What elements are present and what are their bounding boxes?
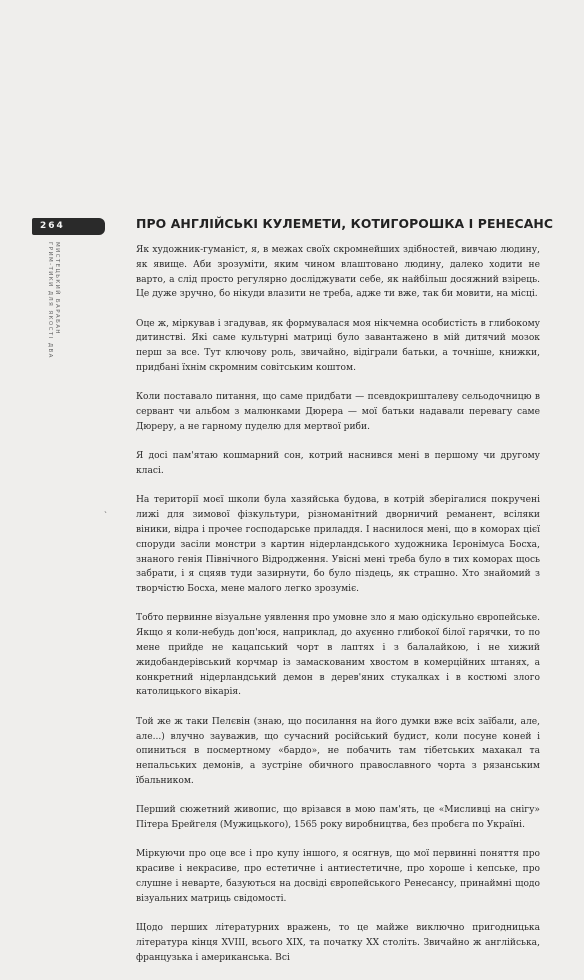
paragraph: Я досі пам'ятаю кошмарний сон, котрий наснився мені в першому чи другому класі. — [136, 451, 540, 477]
paragraph: На території моєї школи була хазяйська будова, в котрій зберігалися покручені лижі для зимової фізкультури, різноманітний дворничий реманент, всіляки віники, відра і прочее господарське приладдя. І наснилося мені, що в коморах цієї споруди засіли монстри з картин нідерландського художника Ієронімуса Босха, знаного генія Північного Відродження. Увісні мені треба було в тих коморах щось забрати, і я сцяяв туди зазирнути, бо було піздець, як страшно. Хто знайомий з творчістю Босха, мене малого легко зрозуміє. — [136, 495, 540, 595]
paragraph: Перший сюжетний живопис, що врізався в мою пам'ять, це «Мисливці на снігу» Пітера Брейгеля (Мужицького), 1565 року виробництва, без пробєга по Україні. — [136, 805, 540, 830]
chapter-title: ПРО АНГЛІЙСЬКІ КУЛЕМЕТИ, КОТИГОРОШКА І РЕНЕСАНС — [136, 216, 554, 231]
page-number-badge — [32, 218, 105, 235]
paragraph: Той же ж таки Пелєвін (знаю, що посилання на його думки вже всіх заїбали, але, але...) влучно зауважив, що сучасний російський будист, коли посуне коней і опиниться в посмертному «бардо», не побачить там тібетських махакал та непальських демонів, а зустріне обичного православного чорта з рязанським їбальником. — [136, 716, 540, 786]
paragraph: Міркуючи про оце все і про купу іншого, я осягнув, що мої первинні поняття про красиве і некрасиве, про естетичне і антиестетичне, про хороше і кепське, про слушне і неварте, базуються на досвіді європейського Ренесансу, принаймні щодо візуальних матриць свідомості. — [136, 849, 540, 904]
page-number: 264 — [40, 221, 65, 231]
body-text — [136, 243, 540, 980]
paragraph: Оце ж, міркував і згадував, як формувалася моя нікчемна особистість в глибокому дитинстві. Які саме культурні матриці було завантажено в мій дитячий мозок перш за все. Тут ключову роль, звичайно, відіграли батьки, а точніше, книжки, придбані їхнім скромним совітським коштом. — [136, 318, 540, 374]
paragraph: Як художник-гуманіст, я, в межах своїх скромнейших здібностей, вивчаю людину, як явище. Аби зрозуміти, яким чином влаштовано людину, далеко ходити не варто, а слід просто регулярно досліджувати себе, як найбільш досяжний взірець. Це дуже зручно, бо нікуди влазити не треба, адже ти вже, так би мовити, на місці. — [136, 245, 540, 300]
side-caption-line: ГРИМ-ТИКИ ДЛЯ ЯКОСТІ ДВА — [47, 242, 53, 359]
side-caption-line: МИСТЕЦЬКИЙ БАРАБАН — [54, 242, 60, 335]
pencil-mark-icon: ˏ — [104, 504, 107, 514]
paragraph: Щодо перших літературних вражень, то це майже виключно пригодницька література кінця XVIII, всього XIX, та початку XX століть. Звичайно ж англійська, французька і американська. Всі — [136, 922, 540, 963]
side-caption — [46, 242, 60, 359]
paragraph: Тобто первинне візуальне уявлення про умовне зло я маю одіскульно європейське. Якщо я коли-небудь доп'юся, наприклад, до ахуєнно глибокої білої гарячки, то по мене прийде не кацапський чорт в лаптях і з балалайкою, і не хижий жидобандерівський корчмар із замаскованим хвостом в комерційних штанях, а конкретний нідерландський демон в дерев'яних стукалках і в костюмі злого католицького вікарія. — [136, 613, 540, 698]
paragraph: Коли поставало питання, що саме придбати — псевдокришталеву сельодочницю в сервант чи альбом з малюнками Дюрера — мої батьки надавали перевагу саме Дюреру, а не гарному пуделю для мертвої риби. — [136, 392, 540, 432]
